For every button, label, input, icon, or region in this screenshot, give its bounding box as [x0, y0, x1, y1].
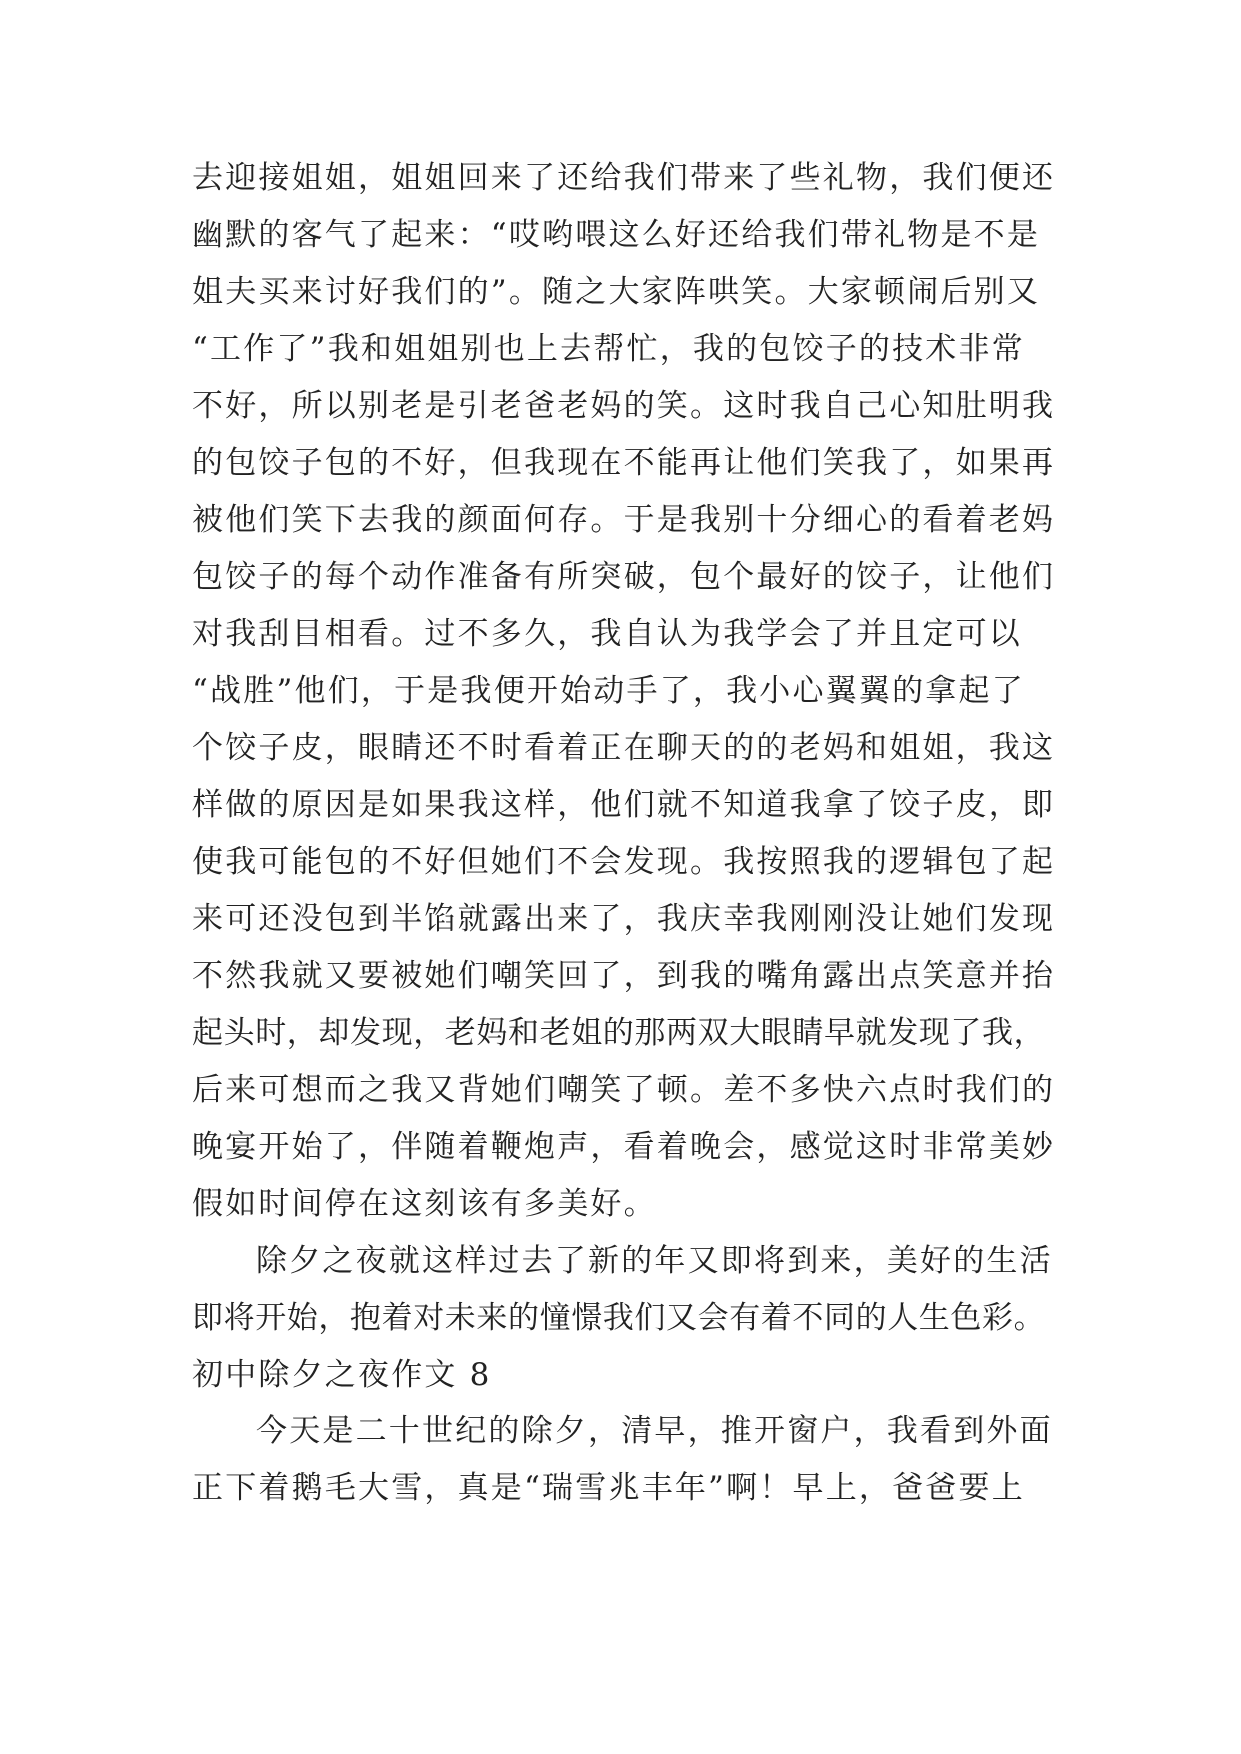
- text-line: 使我可能包的不好但她们不会发现。我按照我的逻辑包了起: [192, 844, 1056, 880]
- text-line: 正下着鹅毛大雪，真是“瑞雪兆丰年”啊！早上，爸爸要上: [192, 1470, 1025, 1506]
- text-line: 包饺子的每个动作准备有所突破，包个最好的饺子，让他们: [192, 559, 1056, 595]
- text-line: “战胜”他们，于是我便开始动手了，我小心翼翼的拿起了: [192, 673, 1025, 709]
- text-line: 即将开始，抱着对未来的憧憬我们又会有着不同的人生色彩。: [192, 1300, 1046, 1336]
- text-line: 除夕之夜就这样过去了新的年又即将到来，美好的生活: [256, 1243, 1053, 1279]
- text-line: 不好，所以别老是引老爸老妈的笑。这时我自己心知肚明我: [192, 388, 1056, 424]
- text-line: 姐夫买来讨好我们的”。随之大家阵哄笑。大家顿闹后别又: [192, 274, 1041, 310]
- text-line: 今天是二十世纪的除夕，清早，推开窗户，我看到外面: [256, 1413, 1053, 1449]
- text-line: 对我刮目相看。过不多久，我自认为我学会了并且定可以: [192, 616, 1022, 652]
- section-heading: 初中除夕之夜作文 8: [192, 1357, 492, 1393]
- text-line: 样做的原因是如果我这样，他们就不知道我拿了饺子皮，即: [192, 787, 1056, 823]
- text-line: 被他们笑下去我的颜面何存。于是我别十分细心的看着老妈: [192, 502, 1056, 538]
- text-line: 幽默的客气了起来：“哎哟喂这么好还给我们带礼物是不是: [192, 217, 1041, 253]
- paragraph-2: [192, 1233, 1052, 1347]
- text-line: 来可还没包到半馅就露出来了，我庆幸我刚刚没让她们发现: [192, 901, 1056, 937]
- text-line: 晚宴开始了，伴随着鞭炮声，看着晚会，感觉这时非常美妙: [192, 1129, 1056, 1165]
- text-line: 假如时间停在这刻该有多美好。: [192, 1186, 657, 1222]
- text-line: “工作了”我和姐姐别也上去帮忙，我的包饺子的技术非常: [192, 331, 1025, 367]
- paragraph-3: [192, 1403, 1052, 1517]
- text-line: 起头时，却发现，老妈和老姐的那两双大眼睛早就发现了我，: [192, 1015, 1046, 1051]
- text-line: 不然我就又要被她们嘲笑回了，到我的嘴角露出点笑意并抬: [192, 958, 1056, 994]
- text-line: 个饺子皮，眼睛还不时看着正在聊天的的老妈和姐姐，我这: [192, 730, 1056, 766]
- text-line: 的包饺子包的不好，但我现在不能再让他们笑我了，如果再: [192, 445, 1056, 481]
- text-line: 去迎接姐姐，姐姐回来了还给我们带来了些礼物，我们便还: [192, 160, 1056, 196]
- text-line: 后来可想而之我又背她们嘲笑了顿。差不多快六点时我们的: [192, 1072, 1056, 1108]
- document-body: [192, 150, 1056, 1517]
- paragraph-1: [192, 150, 1056, 1233]
